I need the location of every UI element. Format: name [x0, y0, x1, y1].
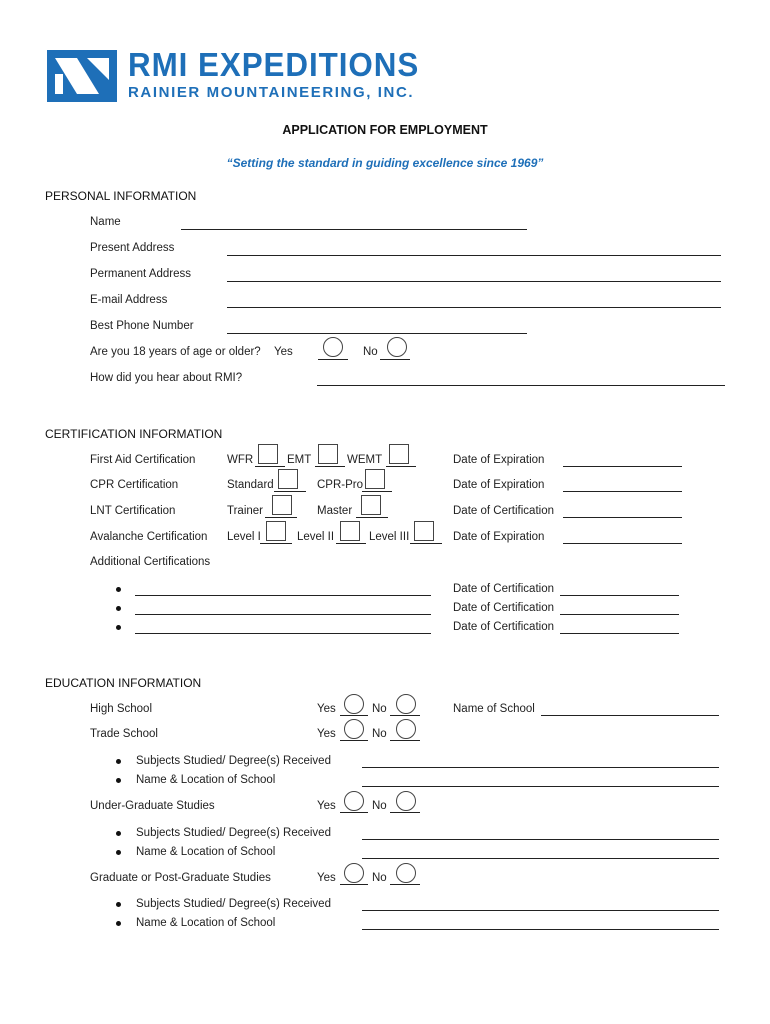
age-yes-radio[interactable]	[323, 337, 343, 357]
lnt-label: LNT Certification	[90, 505, 176, 517]
age-no-radio[interactable]	[387, 337, 407, 357]
trade-school-no-underline	[390, 740, 420, 741]
high-school-name-label: Name of School	[453, 703, 535, 715]
additional-cert-date-field-2[interactable]	[560, 614, 679, 615]
additional-cert-date-label-1: Date of Certification	[453, 583, 554, 595]
cpr-standard-checkbox[interactable]	[278, 469, 298, 489]
emt-checkbox[interactable]	[318, 444, 338, 464]
education-heading: EDUCATION INFORMATION	[45, 676, 202, 690]
logo-title: RMI EXPEDITIONS	[128, 46, 420, 83]
undergrad-no-label: No	[372, 800, 387, 812]
age-yes-underline	[318, 359, 348, 360]
additional-cert-date-label-2: Date of Certification	[453, 602, 554, 614]
additional-cert-date-field-1[interactable]	[560, 595, 679, 596]
high-school-label: High School	[90, 703, 153, 715]
trade-name-location-label: Name & Location of School	[136, 774, 276, 786]
emt-label: EMT	[287, 454, 312, 466]
bullet	[116, 759, 121, 764]
trade-school-yes-radio[interactable]	[344, 719, 364, 739]
bullet	[116, 778, 121, 783]
graduate-yes-radio[interactable]	[344, 863, 364, 883]
wfr-checkbox[interactable]	[258, 444, 278, 464]
undergrad-name-location-label: Name & Location of School	[136, 846, 276, 858]
undergrad-name-location-field[interactable]	[362, 858, 719, 859]
high-school-no-radio[interactable]	[396, 694, 416, 714]
trade-school-no-label: No	[372, 728, 387, 740]
undergrad-yes-radio[interactable]	[344, 791, 364, 811]
hear-about-field[interactable]	[317, 385, 725, 386]
high-school-yes-label: Yes	[317, 703, 336, 715]
first-aid-label: First Aid Certification	[90, 454, 196, 466]
high-school-yes-radio[interactable]	[344, 694, 364, 714]
bullet	[116, 587, 121, 592]
first-aid-expiration-label: Date of Expiration	[453, 454, 545, 466]
undergrad-subjects-field[interactable]	[362, 839, 719, 840]
avalanche-expiration-field[interactable]	[563, 543, 682, 544]
avalanche-level2-label: Level II	[297, 531, 335, 543]
undergrad-label: Under-Graduate Studies	[90, 800, 215, 812]
additional-certifications-label: Additional Certifications	[90, 556, 211, 568]
avalanche-level3-underline	[410, 543, 442, 544]
graduate-yes-label: Yes	[317, 872, 336, 884]
high-school-no-label: No	[372, 703, 387, 715]
lnt-master-underline	[356, 517, 388, 518]
form-title: APPLICATION FOR EMPLOYMENT	[282, 123, 488, 137]
wemt-checkbox[interactable]	[389, 444, 409, 464]
lnt-trainer-label: Trainer	[227, 505, 263, 517]
undergrad-no-underline	[390, 812, 420, 813]
present-address-label: Present Address	[90, 242, 175, 254]
first-aid-expiration-field[interactable]	[563, 466, 682, 467]
undergrad-subjects-label: Subjects Studied/ Degree(s) Received	[136, 827, 331, 839]
trade-school-label: Trade School	[90, 728, 158, 740]
avalanche-level1-checkbox[interactable]	[266, 521, 286, 541]
lnt-certification-date-label: Date of Certification	[453, 505, 554, 517]
high-school-no-underline	[390, 715, 420, 716]
bullet	[116, 902, 121, 907]
phone-label: Best Phone Number	[90, 320, 194, 332]
rmi-logo-mark	[47, 50, 117, 102]
avalanche-level1-label: Level I	[227, 531, 261, 543]
lnt-trainer-checkbox[interactable]	[272, 495, 292, 515]
hear-about-label: How did you hear about RMI?	[90, 372, 243, 384]
trade-name-location-field[interactable]	[362, 786, 719, 787]
phone-field[interactable]	[227, 333, 527, 334]
age-yes-label: Yes	[274, 346, 293, 358]
bullet	[116, 921, 121, 926]
avalanche-level3-label: Level III	[369, 531, 410, 543]
avalanche-level3-checkbox[interactable]	[414, 521, 434, 541]
cpr-expiration-label: Date of Expiration	[453, 479, 545, 491]
lnt-trainer-underline	[265, 517, 297, 518]
cpr-standard-underline	[274, 491, 306, 492]
cpr-label: CPR Certification	[90, 479, 179, 491]
cpr-standard-label: Standard	[227, 479, 274, 491]
undergrad-yes-label: Yes	[317, 800, 336, 812]
undergrad-no-radio[interactable]	[396, 791, 416, 811]
graduate-name-location-label: Name & Location of School	[136, 917, 276, 929]
email-field[interactable]	[227, 307, 721, 308]
additional-cert-date-label-3: Date of Certification	[453, 621, 554, 633]
graduate-subjects-label: Subjects Studied/ Degree(s) Received	[136, 898, 331, 910]
age-no-label: No	[363, 346, 378, 358]
lnt-master-checkbox[interactable]	[361, 495, 381, 515]
cpr-expiration-field[interactable]	[563, 491, 682, 492]
graduate-no-label: No	[372, 872, 387, 884]
wfr-label: WFR	[227, 454, 254, 466]
permanent-address-label: Permanent Address	[90, 268, 192, 280]
avalanche-label: Avalanche Certification	[90, 531, 208, 543]
additional-cert-field-1[interactable]	[135, 595, 431, 596]
cpr-pro-underline	[362, 491, 392, 492]
wemt-label: WEMT	[347, 454, 383, 466]
bullet	[116, 850, 121, 855]
cpr-pro-label: CPR-Pro	[317, 479, 364, 491]
wfr-underline	[255, 466, 285, 467]
graduate-no-radio[interactable]	[396, 863, 416, 883]
cpr-pro-checkbox[interactable]	[365, 469, 385, 489]
tagline: “Setting the standard in guiding excellence since 1969”	[226, 156, 544, 170]
age-question-label: Are you 18 years of age or older?	[90, 346, 261, 358]
avalanche-expiration-label: Date of Expiration	[453, 531, 545, 543]
name-label: Name	[90, 216, 121, 228]
permanent-address-field[interactable]	[227, 281, 721, 282]
personal-heading: PERSONAL INFORMATION	[45, 189, 197, 203]
additional-cert-field-2[interactable]	[135, 614, 431, 615]
lnt-master-label: Master	[317, 505, 353, 517]
graduate-yes-underline	[340, 884, 368, 885]
graduate-label: Graduate or Post-Graduate Studies	[90, 872, 271, 884]
wemt-underline	[386, 466, 416, 467]
high-school-yes-underline	[340, 715, 368, 716]
trade-subjects-label: Subjects Studied/ Degree(s) Received	[136, 755, 331, 767]
certification-heading: CERTIFICATION INFORMATION	[45, 427, 223, 441]
present-address-field[interactable]	[227, 255, 721, 256]
age-no-underline	[380, 359, 410, 360]
lnt-certification-date-field[interactable]	[563, 517, 682, 518]
bullet	[116, 831, 121, 836]
emt-underline	[315, 466, 345, 467]
high-school-name-field[interactable]	[541, 715, 719, 716]
bullet	[116, 606, 121, 611]
trade-subjects-field[interactable]	[362, 767, 719, 768]
graduate-subjects-field[interactable]	[362, 910, 719, 911]
trade-school-yes-label: Yes	[317, 728, 336, 740]
additional-cert-field-3[interactable]	[135, 633, 431, 634]
logo-subtitle: RAINIER MOUNTAINEERING, INC.	[128, 84, 415, 101]
additional-cert-date-field-3[interactable]	[560, 633, 679, 634]
graduate-no-underline	[390, 884, 420, 885]
avalanche-level2-underline	[336, 543, 366, 544]
avalanche-level1-underline	[260, 543, 292, 544]
undergrad-yes-underline	[340, 812, 368, 813]
name-field[interactable]	[181, 229, 527, 230]
graduate-name-location-field[interactable]	[362, 929, 719, 930]
avalanche-level2-checkbox[interactable]	[340, 521, 360, 541]
trade-school-yes-underline	[340, 740, 368, 741]
email-label: E-mail Address	[90, 294, 168, 306]
trade-school-no-radio[interactable]	[396, 719, 416, 739]
bullet	[116, 625, 121, 630]
